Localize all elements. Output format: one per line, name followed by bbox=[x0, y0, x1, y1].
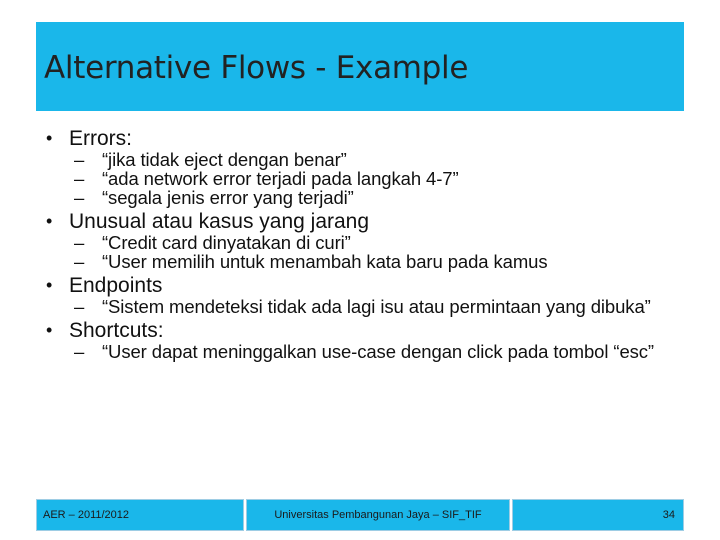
sub-bullet-text: “ada network error terjadi pada langkah 4-7” bbox=[102, 168, 459, 189]
dash-marker: – bbox=[74, 232, 85, 253]
bullet-text: Unusual atau kasus yang jarang bbox=[69, 210, 370, 233]
sub-bullet bbox=[46, 297, 686, 316]
footer-page-number bbox=[512, 499, 684, 531]
sub-bullet-text: “jika tidak eject dengan benar” bbox=[102, 149, 347, 170]
sub-bullet-text: “Credit card dinyatakan di curi” bbox=[102, 232, 351, 253]
bullet-unusual bbox=[46, 210, 686, 233]
sub-bullet bbox=[46, 169, 686, 188]
dash-marker: – bbox=[74, 149, 85, 170]
bullet-shortcuts bbox=[46, 319, 686, 342]
bullet-text: Shortcuts: bbox=[69, 319, 164, 342]
sub-bullet bbox=[46, 233, 686, 252]
sub-bullet bbox=[46, 150, 686, 169]
dash-marker: – bbox=[74, 296, 85, 317]
sub-bullet bbox=[46, 252, 686, 271]
bullet-errors bbox=[46, 127, 686, 150]
sub-bullet-text: “Sistem mendeteksi tidak ada lagi isu atau permintaan yang dibuka” bbox=[102, 296, 651, 317]
footer-university bbox=[246, 499, 510, 531]
page-number: 34 bbox=[662, 509, 675, 521]
bullet-text: Endpoints bbox=[69, 274, 163, 297]
dash-marker: – bbox=[74, 187, 85, 208]
footer-course bbox=[36, 499, 244, 531]
title-bar bbox=[36, 22, 684, 111]
dash-marker: – bbox=[74, 341, 85, 362]
sub-bullet-text: “User dapat meninggalkan use-case dengan click pada tombol “esc” bbox=[102, 341, 654, 362]
bullet-marker: • bbox=[46, 128, 53, 148]
dash-marker: – bbox=[74, 168, 85, 189]
slide-content bbox=[46, 124, 686, 361]
footer-university-text: Universitas Pembangunan Jaya – SIF_TIF bbox=[274, 509, 482, 521]
bullet-endpoints bbox=[46, 274, 686, 297]
dash-marker: – bbox=[74, 251, 85, 272]
sub-bullet-text: “User memilih untuk menambah kata baru pada kamus bbox=[102, 251, 548, 272]
sub-bullet bbox=[46, 342, 686, 361]
slide-title: Alternative Flows - Example bbox=[44, 50, 469, 86]
bullet-text: Errors: bbox=[69, 127, 132, 150]
bullet-marker: • bbox=[46, 211, 53, 231]
sub-bullet bbox=[46, 188, 686, 207]
bullet-marker: • bbox=[46, 320, 53, 340]
sub-bullet-text: “segala jenis error yang terjadi” bbox=[102, 187, 354, 208]
bullet-marker: • bbox=[46, 275, 53, 295]
footer-course-text: AER – 2011/2012 bbox=[43, 509, 130, 521]
